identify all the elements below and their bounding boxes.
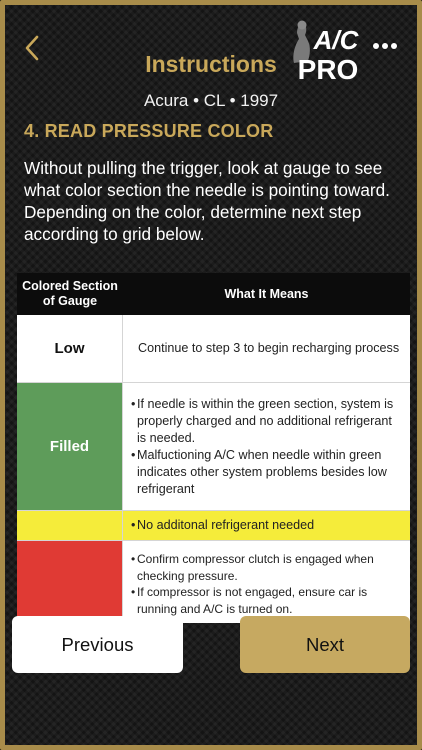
- list-item: • Malfuctioning A/C when needle within green indicates other system problems besides low refrigerant: [131, 447, 400, 498]
- next-button[interactable]: Next: [240, 616, 410, 673]
- more-button[interactable]: [370, 38, 400, 54]
- bullet-text: Malfuctioning A/C when needle within green indicates other system problems besides low refrigerant: [137, 447, 387, 496]
- meaning-cell-low: [123, 315, 410, 382]
- column-header-color: [17, 273, 123, 315]
- list-item: • If compressor is not engaged, ensure car is running and A/C is turned on.: [131, 584, 400, 617]
- color-cell-filled: Filled: [17, 383, 123, 510]
- step-heading: 4. READ PRESSURE COLOR: [24, 121, 274, 141]
- list-item: • Confirm compressor clutch is engaged when checking pressure.: [131, 551, 400, 584]
- bullet-text: If needle is within the green section, system is properly charged and no additional refrigerant is needed.: [137, 396, 394, 445]
- bullet-text: Confirm compressor clutch is engaged when checking pressure.: [137, 552, 374, 583]
- table-row-red: [17, 541, 410, 623]
- step-instructions: Without pulling the trigger, look at gauge to see what color section the needle is pointing toward. Depending on the color, determine next step according to grid below.: [24, 158, 390, 244]
- ac-pro-logo: [288, 15, 360, 87]
- svg-text:PRO: PRO: [297, 54, 359, 85]
- color-cell-low: Low: [17, 315, 123, 382]
- table-row-filled: [17, 383, 410, 511]
- bullet-text: If compressor is not engaged, ensure car is running and A/C is turned on.: [137, 585, 368, 616]
- table-header: [17, 273, 410, 315]
- pressure-color-table: [17, 273, 410, 623]
- meaning-cell-filled: [123, 383, 410, 510]
- color-cell-yellow: [17, 511, 123, 540]
- svg-text:A/C: A/C: [313, 25, 359, 55]
- meaning-cell-red: [123, 541, 410, 623]
- meaning-cell-yellow: [123, 511, 410, 540]
- column-header-meaning: What It Means: [224, 287, 309, 301]
- more-horizontal-icon: [372, 42, 398, 50]
- table-row-yellow: [17, 511, 410, 541]
- table-row-low: [17, 315, 410, 383]
- previous-button[interactable]: Previous: [12, 616, 183, 673]
- list-item: • If needle is within the green section, system is properly charged and no additional refrigerant is needed.: [131, 396, 400, 447]
- meaning-text: Continue to step 3 to begin recharging process: [138, 341, 400, 355]
- color-cell-red: [17, 541, 123, 623]
- page-title: Instructions: [145, 51, 277, 77]
- list-item: • No additonal refrigerant needed: [131, 518, 315, 532]
- column-header-color-line2: of Gauge: [42, 294, 98, 308]
- vehicle-info: Acura • CL • 1997: [143, 91, 279, 110]
- bullet-text: No additonal refrigerant needed: [137, 518, 315, 532]
- column-header-color-line1: Colored Section: [22, 279, 118, 293]
